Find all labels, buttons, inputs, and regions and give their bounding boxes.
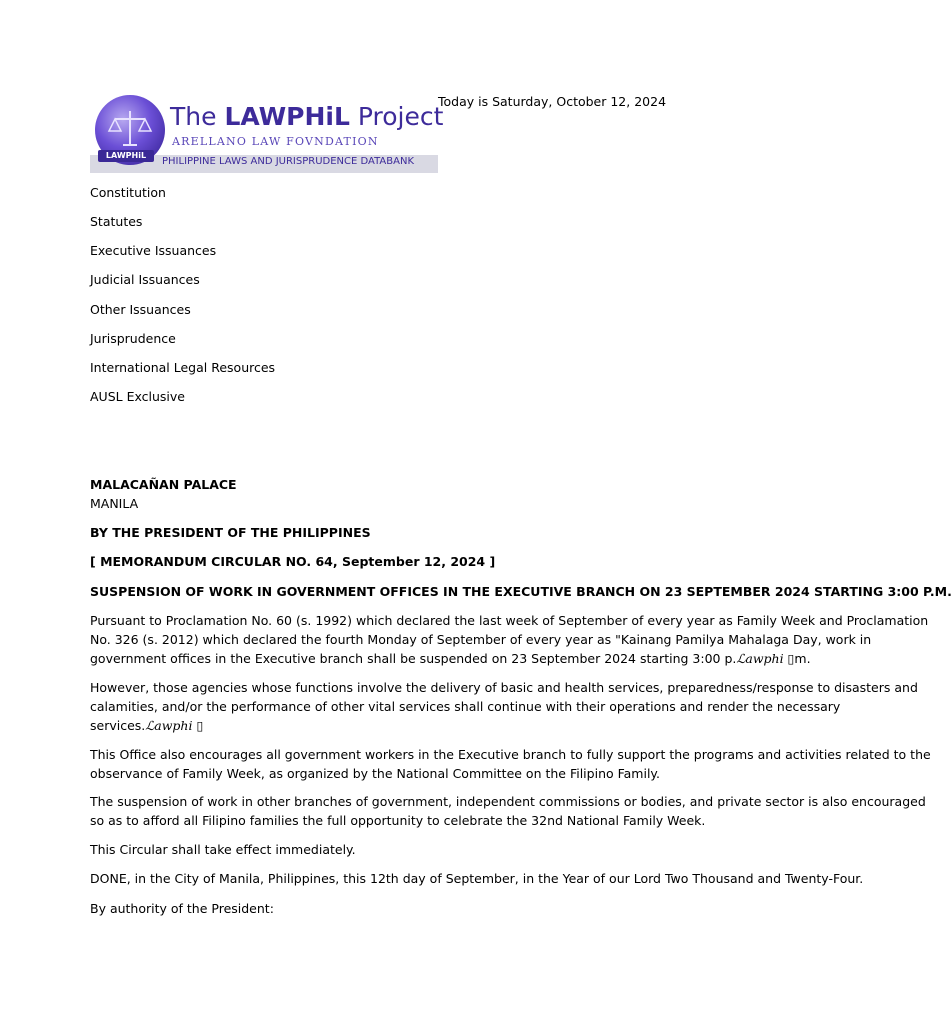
issuing-office: MALACAÑAN PALACE xyxy=(90,477,237,492)
paragraph-3-line: This Office also encourages all government workers in the Executive branch to fully support the programs and activities related to the xyxy=(90,747,931,762)
nav-link-statutes[interactable]: Statutes xyxy=(90,214,143,229)
paragraph-4-line: The suspension of work in other branches of government, independent commissions or bodies, and private sector is also encouraged xyxy=(90,794,926,809)
paragraph-7: By authority of the President: xyxy=(90,901,274,916)
paragraph-2-line: calamities, and/or the performance of other vital services shall continue with their operations and render the necessary xyxy=(90,699,841,714)
nav-link-other-issuances[interactable]: Other Issuances xyxy=(90,302,191,317)
document-heading: SUSPENSION OF WORK IN GOVERNMENT OFFICES IN THE EXECUTIVE BRANCH ON 23 SEPTEMBER 2024 STARTING 3:00 P.M. xyxy=(90,584,952,599)
paragraph-4 xyxy=(90,792,926,830)
current-date: Today is Saturday, October 12, 2024 xyxy=(438,94,667,109)
nav-link-international-legal-resources[interactable]: International Legal Resources xyxy=(90,360,276,375)
lawphil-logo[interactable] xyxy=(90,92,444,173)
paragraph-2-line: However, those agencies whose functions involve the delivery of basic and health services, preparedness/response to disasters and xyxy=(90,680,918,695)
paragraph-3 xyxy=(90,745,931,783)
issuing-authority: BY THE PRESIDENT OF THE PHILIPPINES xyxy=(90,525,371,540)
nav-link-executive-issuances[interactable]: Executive Issuances xyxy=(90,243,217,258)
lawphil-watermark: ℒawphi ▯ xyxy=(145,718,204,733)
lawphil-watermark: ℒawphi ▯ xyxy=(736,651,795,666)
nav-link-ausl-exclusive[interactable]: AUSL Exclusive xyxy=(90,389,185,404)
logo-foundation: ARELLANO LAW FOVNDATION xyxy=(172,135,379,148)
issuing-city: MANILA xyxy=(90,496,139,511)
logo-title: The LAWPHiL Project xyxy=(170,102,444,131)
paragraph-4-line: so as to afford all Filipino families the full opportunity to celebrate the 32nd National Family Week. xyxy=(90,813,706,828)
nav-link-jurisprudence[interactable]: Jurisprudence xyxy=(90,331,176,346)
paragraph-1-line: No. 326 (s. 2012) which declared the fourth Monday of September of every year as "Kainang Pamilya Mahalaga Day, work in xyxy=(90,632,872,647)
logo-databank: PHILIPPINE LAWS AND JURISPRUDENCE DATABANK xyxy=(162,156,415,167)
paragraph-3-line: observance of Family Week, as organized by the National Committee on the Filipino Family. xyxy=(90,766,661,781)
paragraph-2-line: services.ℒawphi ▯ xyxy=(90,718,204,733)
paragraph-5: This Circular shall take effect immediately. xyxy=(90,842,356,857)
paragraph-1 xyxy=(90,611,929,668)
paragraph-1-line: Pursuant to Proclamation No. 60 (s. 1992) which declared the last week of September of every year as Family Week and Proclamation xyxy=(90,613,929,628)
paragraph-1-line: government offices in the Executive branch shall be suspended on 23 September 2024 starting 3:00 p.ℒawphi ▯m. xyxy=(90,651,811,666)
circular-number: [ MEMORANDUM CIRCULAR NO. 64, September 12, 2024 ] xyxy=(90,554,496,569)
paragraph-2 xyxy=(90,678,918,735)
paragraph-6: DONE, in the City of Manila, Philippines, this 12th day of September, in the Year of our Lord Two Thousand and Twenty-Four. xyxy=(90,871,864,886)
nav-link-constitution[interactable]: Constitution xyxy=(90,185,166,200)
nav-link-judicial-issuances[interactable]: Judicial Issuances xyxy=(90,272,200,287)
logo-badge: LAWPHiL xyxy=(98,150,154,162)
